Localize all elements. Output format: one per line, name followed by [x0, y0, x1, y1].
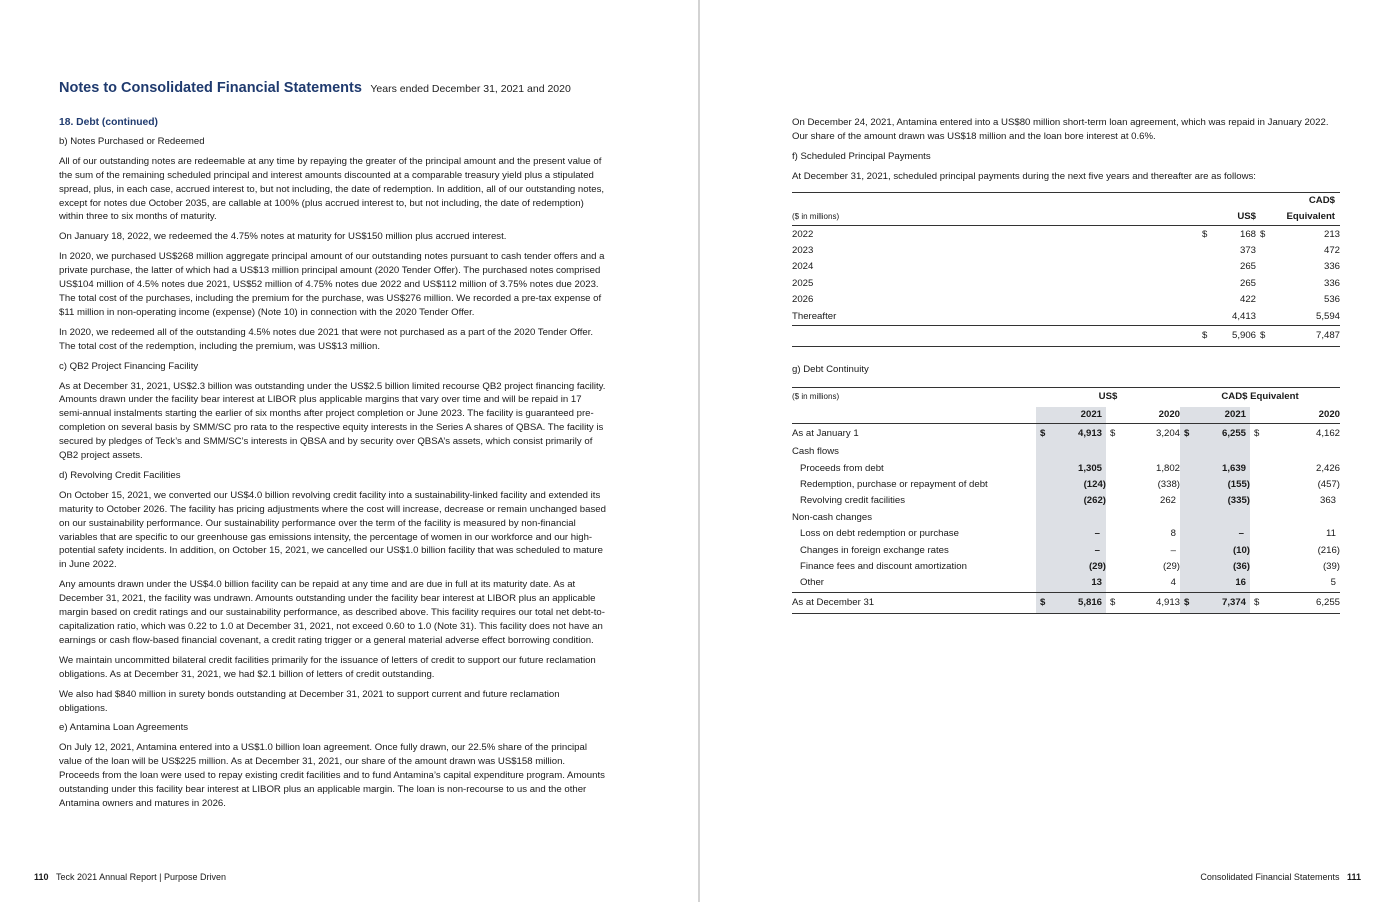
table-header: Equivalent — [1274, 209, 1340, 226]
cell: (29) — [1054, 559, 1106, 575]
cell: 472 — [1323, 245, 1340, 257]
table-units: ($ in millions) — [792, 387, 1036, 407]
table-header: 2021 — [1198, 407, 1250, 424]
paragraph: As at December 31, 2021, US$2.3 billion was outstanding under the US$2.5 billion limited recourse QB2 project financing facility. Amounts drawn under the facility bear interest at LIBOR plus applicable margins that vary over time and will be repaid in 17 semi-annual instalments starting the earlier of six months after project completion or June 2023. The facility is guaranteed pre-completion on several basis by SMM/SC pro rata to the respective equity interests in the Series A shares of QBSA. The facility is secured by pledges of Teck’s and SMM/SC’s interests in QBSA and by security over QBSA’s assets, which consist primarily of QB2 project assets. — [59, 380, 606, 462]
table-row — [792, 424, 1340, 445]
left-column — [59, 116, 607, 817]
cell: 3,204 — [1155, 428, 1180, 440]
table-row — [792, 444, 1340, 460]
cell: 4,913 — [1124, 592, 1180, 613]
cell: 4,162 — [1315, 428, 1340, 440]
cell: 6,255 — [1268, 592, 1340, 613]
page-number: 111 — [1346, 872, 1361, 882]
table-row — [792, 526, 1340, 542]
currency-symbol: $ — [1110, 428, 1116, 440]
cell: 16 — [1198, 575, 1250, 592]
cell: – — [1054, 542, 1106, 558]
table-row — [792, 243, 1340, 259]
paragraph: We maintain uncommitted bilateral credit facilities primarily for the issuance of letters of credit to support our future reclamation obligations. As at December 31, 2021, we had $2.1 billion of letters of credit outstanding. — [59, 654, 596, 680]
cell: 6,255 — [1198, 424, 1250, 445]
paragraph: On July 12, 2021, Antamina entered into a US$1.0 billion loan agreement. Once fully drawn, our 22.5% share of the principal value of the loan will be US$225 million. As at December 31, 2021, our share of the amount drawn was US$158 million. Proceeds from the loan were used to repay existing credit facilities and to fund Antamina’s capital expenditure program. Amounts outstanding under this facility bear interest at LIBOR plus an applicable margin. The loan is non-recourse to us and the other Antamina owners and matures in 2026. — [59, 742, 605, 809]
table-row — [792, 259, 1340, 275]
row-label: Revolving credit facilities — [800, 495, 906, 507]
row-label: Thereafter — [792, 308, 1198, 325]
currency-symbol: $ — [1180, 424, 1198, 445]
cell: 4,413 — [1210, 308, 1256, 325]
table-row — [792, 477, 1340, 493]
footer-left — [34, 872, 226, 882]
cell: 1,305 — [1054, 460, 1106, 476]
cell: 336 — [1323, 277, 1340, 289]
cell: 5,594 — [1274, 308, 1340, 325]
row-label: 2022 — [792, 228, 814, 240]
cell: (338) — [1157, 479, 1180, 491]
currency-symbol: $ — [1260, 228, 1266, 240]
cell: 265 — [1239, 261, 1256, 273]
row-label: 2025 — [792, 277, 814, 289]
table-row — [792, 460, 1340, 476]
cell: 5,906 — [1210, 325, 1256, 346]
cell: 1,639 — [1198, 460, 1250, 476]
title-main: Notes to Consolidated Financial Statements — [59, 80, 362, 96]
cell: 373 — [1239, 245, 1256, 257]
cell: (335) — [1198, 493, 1250, 509]
table-header: 2020 — [1124, 407, 1180, 424]
cell: 11 — [1326, 528, 1336, 540]
scheduled-payments-table — [792, 192, 1340, 347]
subsection-f-heading: f) Scheduled Principal Payments — [792, 150, 931, 162]
table-row — [792, 276, 1340, 292]
cell: (39) — [1322, 561, 1340, 573]
row-label: 2024 — [792, 261, 814, 273]
cell: – — [1170, 544, 1176, 556]
cell: 213 — [1323, 228, 1340, 240]
cell: 4,913 — [1054, 424, 1106, 445]
currency-symbol: $ — [1180, 592, 1198, 613]
footer-text: Consolidated Financial Statements — [1200, 872, 1340, 882]
table-group-header: CAD$ Equivalent — [1180, 387, 1340, 407]
paragraph: On December 24, 2021, Antamina entered into a US$80 million short-term loan agreement, which was repaid in January 2022. Our share of the amount drawn was US$18 million and the loan bore interest at 0.6%. — [792, 117, 1329, 142]
cell: – — [1054, 526, 1106, 542]
page-title — [59, 79, 571, 97]
right-column — [792, 116, 1340, 614]
cell: – — [1198, 526, 1250, 542]
row-label: 2026 — [792, 294, 814, 306]
paragraph: Any amounts drawn under the US$4.0 billion facility can be repaid at any time and are due in full at its maturity date. As at December 31, 2021, the facility was undrawn. Amounts outstanding under the facility bear interest at LIBOR plus an applicable margin based on credit ratings and our sustainability performance, as described above. This facility requires our total net debt-to-capitalization ratio, which was 0.22 to 1.0 at December 31, 2021, not exceed 0.60 to 1.0 (Note 31). This facility does not have an earnings or cash flow-based financial covenant, a credit rating trigger or a general material adverse effect borrowing condition. — [59, 579, 605, 646]
table-row — [792, 559, 1340, 575]
row-label: Other — [792, 575, 1036, 592]
currency-symbol: $ — [1254, 428, 1260, 440]
currency-symbol: $ — [1202, 228, 1208, 240]
row-label: 2023 — [792, 245, 814, 257]
table-total-row — [792, 325, 1340, 346]
subsection-d-heading: d) Revolving Credit Facilities — [59, 469, 181, 481]
cell: (10) — [1198, 542, 1250, 558]
cell: (216) — [1317, 544, 1340, 556]
table-header: 2021 — [1054, 407, 1106, 424]
table-row — [792, 510, 1340, 526]
currency-symbol: $ — [1106, 592, 1124, 613]
paragraph: In 2020, we redeemed all of the outstanding 4.5% notes due 2021 that were not purchased as a part of the 2020 Tender Offer. The total cost of the redemption, including the premium, was US$13 million. — [59, 326, 594, 352]
table-header: CAD$ — [1274, 192, 1340, 209]
cell: 8 — [1170, 528, 1176, 540]
currency-symbol: $ — [1256, 325, 1274, 346]
row-label: As at December 31 — [792, 592, 1036, 613]
page-number: 110 — [34, 872, 49, 882]
cell: 168 — [1239, 228, 1256, 240]
paragraph: On October 15, 2021, we converted our US$4.0 billion revolving credit facility into a sustainability-linked facility and extended its maturity to October 2026. The facility has pricing adjustments where the cost will increase, decrease or remain unchanged based on our sustainability performance. Our sustainability performance over the term of the facility is measured by non-financial variables that are specific to our greenhouse gas emissions intensity, the percentage of women in our workforce and our high-potential safety incidents. In addition, on October 15, 2021, we cancelled our US$1.0 billion facility that was scheduled to mature in June 2022. — [59, 489, 606, 571]
row-label: As at January 1 — [792, 428, 859, 440]
table-group-header: US$ — [1036, 387, 1180, 407]
table-row — [792, 542, 1340, 558]
section-title: 18. Debt (continued) — [59, 117, 158, 128]
currency-symbol: $ — [1036, 424, 1054, 445]
cell: 2,426 — [1315, 462, 1340, 474]
subsection-b-heading: b) Notes Purchased or Redeemed — [59, 135, 205, 147]
cell: 262 — [1159, 495, 1176, 507]
row-label: Non-cash changes — [792, 511, 872, 523]
cell: 536 — [1323, 294, 1340, 306]
cell: 265 — [1239, 277, 1256, 289]
title-sub: Years ended December 31, 2021 and 2020 — [370, 83, 571, 95]
paragraph: We also had $840 million in surety bonds outstanding at December 31, 2021 to support current and future reclamation obligations. — [59, 688, 560, 714]
row-label: Changes in foreign exchange rates — [800, 544, 949, 556]
cell: (457) — [1317, 479, 1340, 491]
cell: 1,802 — [1155, 462, 1180, 474]
subsection-g-heading: g) Debt Continuity — [792, 363, 869, 375]
cell: 363 — [1319, 495, 1336, 507]
cell: (262) — [1054, 493, 1106, 509]
row-label: Cash flows — [792, 446, 839, 458]
cell: 422 — [1239, 294, 1256, 306]
cell: 7,487 — [1274, 325, 1340, 346]
subsection-c-heading: c) QB2 Project Financing Facility — [59, 360, 199, 372]
cell: 336 — [1323, 261, 1340, 273]
row-label: Proceeds from debt — [800, 462, 884, 474]
row-label: Loss on debt redemption or purchase — [800, 528, 959, 540]
cell: 13 — [1054, 575, 1106, 592]
table-row — [792, 308, 1340, 325]
cell: 5 — [1268, 575, 1340, 592]
cell: 4 — [1124, 575, 1180, 592]
paragraph: At December 31, 2021, scheduled principal payments during the next five years and thereafter are as follows: — [792, 170, 1256, 182]
cell: 7,374 — [1198, 592, 1250, 613]
subsection-e-heading: e) Antamina Loan Agreements — [59, 722, 189, 734]
currency-symbol: $ — [1036, 592, 1054, 613]
paragraph: All of our outstanding notes are redeemable at any time by repaying the greater of the principal amount and the present value of the sum of the remaining scheduled principal and interest amounts discounted at a comparable treasury yield plus a stipulated spread, plus, in each case, accrued interest to, but not including, the date of redemption. In addition, all of our outstanding notes, except for notes due October 2035, are callable at 100% (plus accrued interest to, but not including, the date of redemption) within three to six months of maturity. — [59, 155, 605, 223]
row-label: Redemption, purchase or repayment of debt — [800, 479, 988, 491]
right-page — [700, 0, 1395, 902]
row-label: Finance fees and discount amortization — [800, 561, 967, 573]
table-total-row — [792, 592, 1340, 613]
table-units: ($ in millions) — [792, 209, 1198, 226]
footer-text: Teck 2021 Annual Report | Purpose Driven — [56, 872, 226, 882]
table-row — [792, 292, 1340, 308]
paragraph: On January 18, 2022, we redeemed the 4.75% notes at maturity for US$150 million plus accrued interest. — [59, 231, 507, 243]
paragraph: In 2020, we purchased US$268 million aggregate principal amount of our outstanding notes pursuant to cash tender offers and a private purchase, the latter of which had a US$13 million principal amount (2020 Tender Offer). The purchased notes comprised US$104 million of 4.5% notes due 2021, US$52 million of 4.75% notes due 2022 and US$112 million of 3.75% notes due 2023. The total cost of the purchases, including the premium for the purchase, was US$276 million. We recorded a pre-tax expense of $11 million in non-operating income (expense) (Note 10) in connection with the 2020 Tender Offer. — [59, 251, 605, 318]
table-row — [792, 226, 1340, 243]
cell: (155) — [1198, 477, 1250, 493]
debt-continuity-table — [792, 387, 1340, 614]
cell: 5,816 — [1054, 592, 1106, 613]
table-header: US$ — [1210, 209, 1256, 226]
currency-symbol: $ — [1250, 592, 1268, 613]
cell: (124) — [1054, 477, 1106, 493]
table-row — [792, 575, 1340, 592]
cell: (29) — [1162, 561, 1180, 573]
cell: (36) — [1198, 559, 1250, 575]
table-header: 2020 — [1268, 407, 1340, 424]
currency-symbol: $ — [1198, 325, 1210, 346]
table-row — [792, 493, 1340, 509]
footer-right — [1200, 872, 1361, 882]
